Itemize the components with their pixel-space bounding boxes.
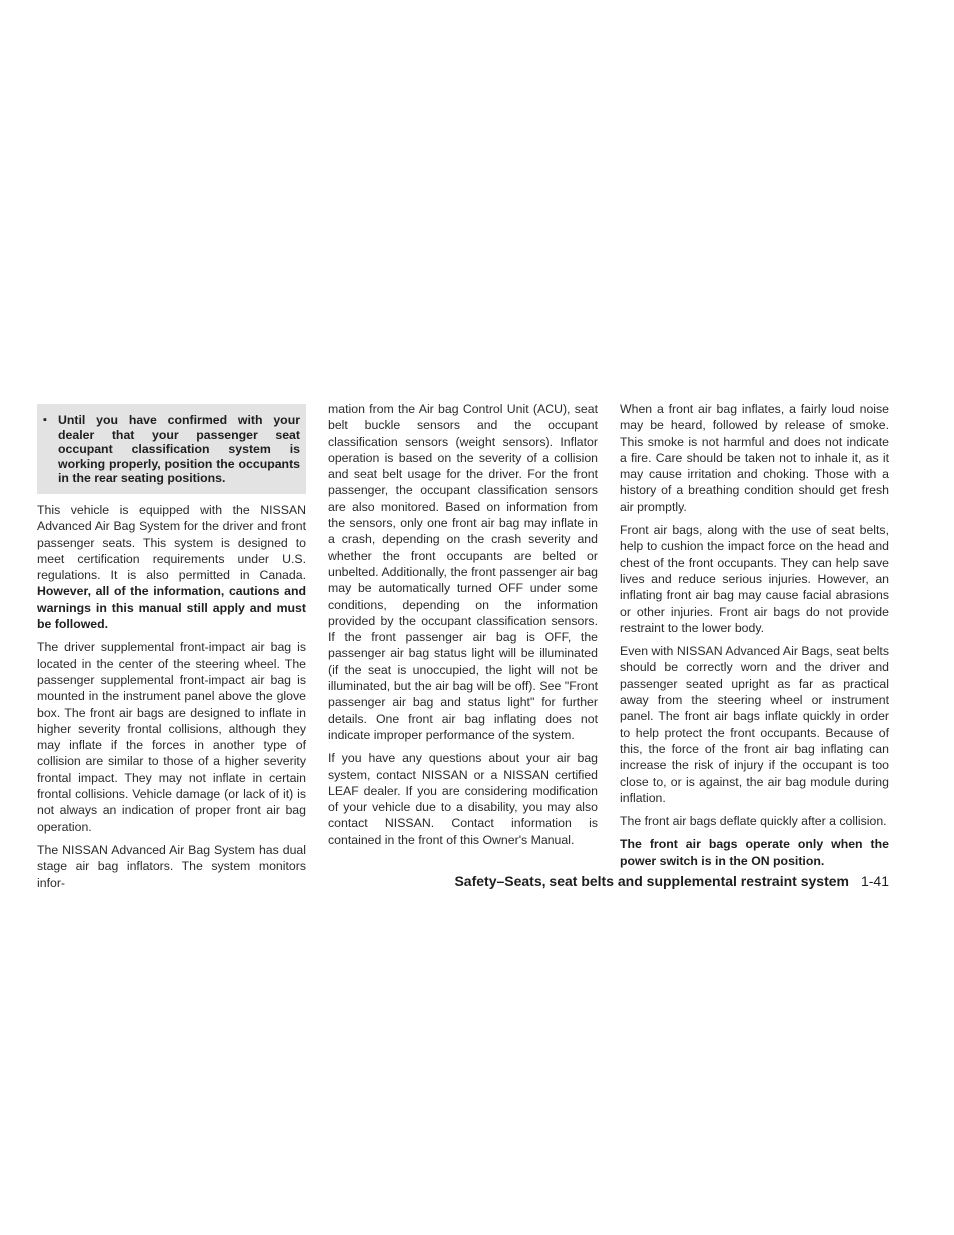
paragraph: When a front air bag inflates, a fairly loud noise may be heard, followed by release of smoke. This smoke is not harmful and does not indicate a fire. Care should be taken not to inhale it, as it may cause irritation and choking. Those with a history of a breathing condition should get fresh air promptly. bbox=[620, 402, 889, 514]
page-number: 1-41 bbox=[860, 873, 889, 889]
column-1 bbox=[37, 400, 306, 898]
paragraph: The NISSAN Advanced Air Bag System has dual stage air bag inflators. The system monitors infor- bbox=[37, 842, 306, 890]
paragraph-emphasis bbox=[620, 836, 889, 869]
caution-text: Until you have confirmed with your dealer that your passenger seat occupant classification system is working properly, position the occupants in the rear seating positions. bbox=[58, 413, 300, 486]
paragraph-emphasis: However, all of the information, cautions and warnings in this manual still apply and must be followed. bbox=[37, 584, 306, 632]
paragraph: Front air bags, along with the use of seat belts, help to cushion the impact force on the head and chest of the front occupants. They can help save lives and reduce serious injuries. However, an inflating front air bag may cause facial abrasions or other injuries. Front air bags do not provide restraint to the lower body. bbox=[620, 523, 889, 635]
bold-statement: The front air bags operate only when the power switch is in the ON position. bbox=[620, 837, 889, 868]
column-3 bbox=[620, 401, 889, 876]
page-footer bbox=[400, 872, 889, 890]
paragraph-text: This vehicle is equipped with the NISSAN Advanced Air Bag System for the driver and front passenger seats. This system is designed to meet certification requirements under U.S. regulations. It is also permitted in Canada. bbox=[37, 502, 306, 583]
paragraph: If you have any questions about your air bag system, contact NISSAN or a NISSAN certified LEAF dealer. If you are considering modification of your vehicle due to a disability, you may also contact NISSAN. Contact information is contained in the front of this Owner's Manual. bbox=[328, 751, 598, 847]
bullet-icon: ▪ bbox=[43, 414, 47, 426]
section-title: Safety–Seats, seat belts and supplemental restraint system bbox=[454, 873, 849, 889]
paragraph: The front air bags deflate quickly after a collision. bbox=[620, 814, 887, 829]
paragraph: mation from the Air bag Control Unit (ACU), seat belt buckle sensors and the occupant classification sensors (weight sensors). Inflator operation is based on the severity of a collision and seat belt usage for the driver. For the front passenger, the occupant classification sensors are also monitored. Based on information from the sensors, only one front air bag may inflate in a crash, depending on the crash severity and whether the front occupants are belted or unbelted. Additionally, the front passenger air bag may be automatically turned OFF under some conditions, depending on the information provided by the occupant classification sensors. If the front passenger air bag is OFF, the passenger air bag status light will be illuminated (if the seat is unoccupied, the light will not be illuminated, but the air bag will be off). See "Front passenger air bag and status light" for further details. One front air bag inflating does not indicate improper performance of the system. bbox=[328, 402, 598, 742]
column-2 bbox=[328, 401, 598, 855]
paragraph bbox=[37, 502, 306, 632]
paragraph: Even with NISSAN Advanced Air Bags, seat belts should be correctly worn and the driver and passenger seated upright as far as practical away from the steering wheel or instrument panel. The front air bags inflate quickly in order to help protect the front occupants. Because of this, the force of the front air bag inflating can increase the risk of injury if the occupant is too close to, or is against, the air bag module during inflation. bbox=[620, 644, 889, 805]
paragraph: The driver supplemental front-impact air bag is located in the center of the steering wheel. The passenger supplemental front-impact air bag is mounted in the instrument panel above the glove box. The front air bags are designed to inflate in higher severity frontal collisions, although they may inflate if the forces in another type of collision are similar to those of a higher severity frontal impact. They may not inflate in certain frontal collisions. Vehicle damage (or lack of it) is not always an indication of proper front air bag operation. bbox=[37, 640, 306, 834]
caution-box bbox=[37, 404, 306, 494]
